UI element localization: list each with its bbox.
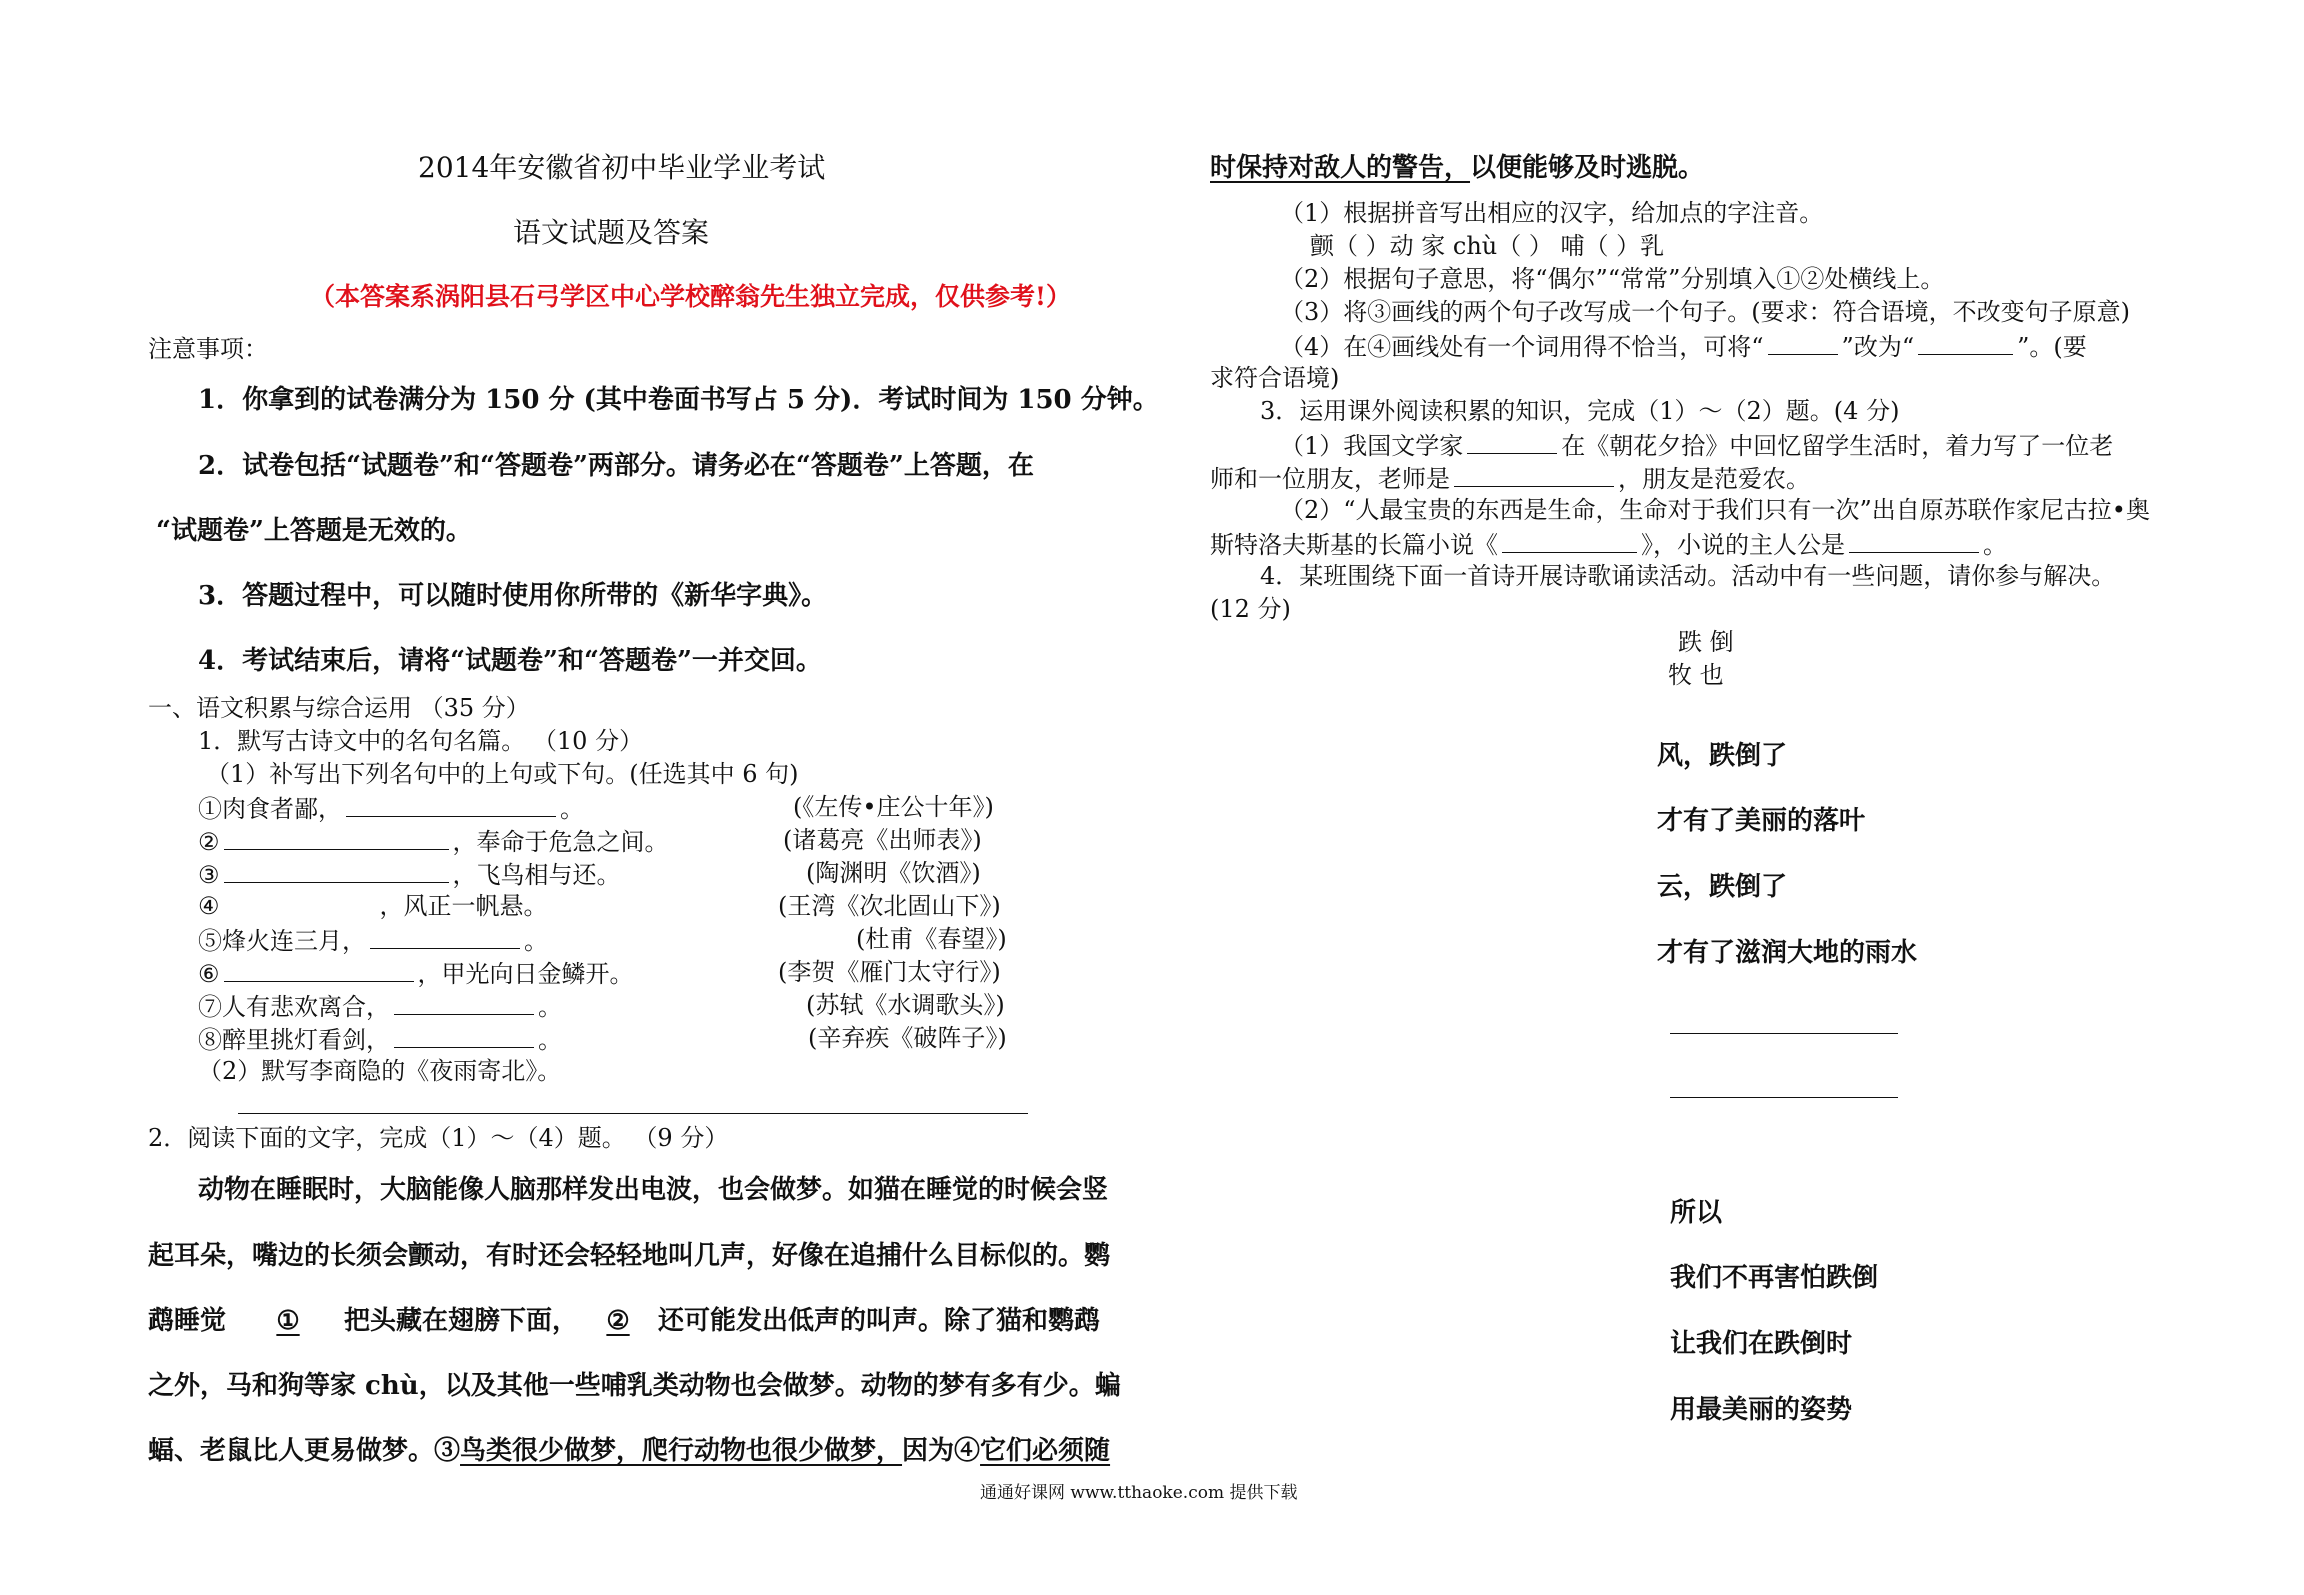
verse-text: ，甲光向日金鳞开。 [417,960,634,988]
question-text: （4）在④画线处有一个词用得不恰当，可将“ [1280,333,1764,361]
poem-line: 我们不再害怕跌倒 [1670,1263,1879,1293]
question-text: ”改为“ [1841,333,1915,361]
verse-row-1 [198,792,584,824]
question-4: 4．某班围绕下面一首诗开展诗歌诵读活动。活动中有一些问题，请你参与解决。 [1260,562,2116,590]
verse-source: (辛弃疾《破阵子》) [808,1024,1007,1052]
passage-text: 以便能够及时逃脱。 [1470,153,1705,183]
verse-blank [224,957,414,982]
question-text: 斯特洛夫斯基的长篇小说《 [1210,531,1498,559]
question-3-2-cont [1210,528,2007,560]
page-footer: 通通好课网 www.tthaoke.com 提供下载 [980,1483,1298,1503]
question-1-2: （2）默写李商隐的《夜雨寄北》。 [198,1057,562,1085]
notice-item-3: 3．答题过程中，可以随时使用你所带的《新华字典》。 [198,581,828,611]
verse-source: (诸葛亮《出师表》) [783,826,982,854]
answer-blank [1454,462,1614,487]
verse-text: 。 [538,1026,562,1054]
verse-row-6 [198,957,634,989]
verse-blank [224,858,449,883]
question-3-1 [1280,429,2113,461]
poem-line: 云，跌倒了 [1657,872,1788,902]
question-2: 2．阅读下面的文字，完成（1）～（4）题。 （9 分） [148,1124,729,1152]
passage-underlined-3: 鸟类很少做梦，爬行动物也很少做梦， [460,1436,903,1466]
passage-continuation [1210,150,1704,186]
verse-text: ，奉命于危急之间。 [452,828,669,856]
verse-source: (王湾《次北固山下》) [778,892,1001,920]
passage-line-1: 动物在睡眠时，大脑能像人脑那样发出电波，也会做梦。如猫在睡觉的时候会竖 [198,1175,1109,1205]
poem-author: 牧 也 [1668,661,1724,689]
verse-source: (陶渊明《饮酒》) [806,859,981,887]
passage-line-3 [148,1303,1100,1339]
passage-line-4: 之外，马和狗等家 chù，以及其他一些哺乳类动物也会做梦。动物的梦有多有少。蝙 [148,1371,1121,1401]
question-3: 3．运用课外阅读积累的知识，完成（1）～（2）题。(4 分) [1260,397,1900,425]
verse-text: ，风正一帆悬。 [379,892,548,920]
question-1: 1．默写古诗文中的名句名篇。 （10 分） [198,727,644,755]
notice-item-1: 1．你拿到的试卷满分为 150 分 (其中卷面书写占 5 分)．考试时间为 150 分钟。 [198,385,1159,415]
sub-question-4 [1280,330,2087,362]
verse-text: ⑥ [198,960,220,988]
answer-blank [1768,330,1838,355]
notice-item-2-cont: “试题卷”上答题是无效的。 [156,516,472,546]
poem-line: 让我们在跌倒时 [1670,1329,1853,1359]
answer-line [238,1113,1028,1114]
verse-text: ⑧醉里挑灯看剑， [198,1026,390,1054]
verse-blank [370,924,520,949]
verse-row-7 [198,990,562,1022]
verse-text: ①肉食者鄙， [198,795,342,823]
sub-question-4-cont: 求符合语境) [1210,364,1340,392]
exam-subtitle: 语文试题及答案 [513,216,710,249]
question-text: （1）我国文学家 [1280,432,1464,460]
passage-text: 蝠、老鼠比人更易做梦。③ [148,1436,461,1466]
notice-item-2: 2．试卷包括“试题卷”和“答题卷”两部分。请务必在“答题卷”上答题，在 [198,451,1034,481]
verse-source: (《左传•庄公十年》) [793,793,994,821]
verse-source: (杜甫《春望》) [856,925,1007,953]
sub-question-1-items: 颤（ ）动 家 chù（ ） 哺（ ）乳 [1310,232,1665,260]
question-3-2: （2）“人最宝贵的东西是生命，生命对于我们只有一次”出自原苏联作家尼古拉•奥 [1280,496,2150,524]
question-text: 在《朝花夕拾》中回忆留学生活时，着力写了一位老 [1561,432,2114,460]
question-1-1: （1）补写出下列名句中的上句或下句。(任选其中 6 句) [206,760,799,788]
verse-text: ④ [198,892,220,920]
poem-blank-line-2 [1670,1097,1898,1098]
verse-text: ③ [198,861,220,889]
poem-blank-line-1 [1670,1033,1898,1034]
passage-text: 把头藏在翅膀下面， [344,1306,579,1336]
verse-text: ，飞鸟相与还。 [452,861,621,889]
verse-blank [346,792,556,817]
poem-line: 才有了美丽的落叶 [1657,806,1866,836]
question-text: ”。(要 [2017,333,2087,361]
poem-line: 所以 [1670,1198,1723,1228]
sub-question-3: （3）将③画线的两个句子改写成一个句子。(要求：符合语境，不改变句子原意) [1280,298,2130,326]
verse-row-2 [198,825,669,857]
passage-text: 因为④ [902,1436,981,1466]
answer-blank [1467,429,1557,454]
verse-text: 。 [560,795,584,823]
verse-text: 。 [538,993,562,1021]
notice-item-4: 4．考试结束后，请将“试题卷”和“答题卷”一并交回。 [198,646,822,676]
section1-heading: 一、语文积累与综合运用 （35 分） [148,694,530,722]
verse-blank [394,1023,534,1048]
poem-title: 跌 倒 [1678,628,1734,656]
poem-line: 风，跌倒了 [1657,741,1788,771]
verse-row-4 [198,891,548,921]
verse-source: (苏轼《水调歌头》) [806,991,1005,1019]
passage-text: 还可能发出低声的叫声。除了猫和鹦鹉 [658,1306,1101,1336]
passage-underlined-4: 它们必须随 [980,1436,1111,1466]
exam-title: 2014年安徽省初中毕业学业考试 [418,151,826,184]
answer-blank [1502,528,1637,553]
verse-text: 。 [524,927,548,955]
passage-underlined-4-cont: 时保持对敌人的警告， [1210,153,1471,183]
passage-line-2: 起耳朵，嘴边的长须会颤动，有时还会轻轻地叫几声，好像在追捕什么目标似的。鹦 [148,1241,1111,1271]
verse-blank [224,825,449,850]
verse-blank [394,990,534,1015]
verse-row-8 [198,1023,562,1055]
question-4-cont: (12 分) [1210,595,1291,623]
answer-note: （本答案系涡阳县石弓学区中心学校醉翁先生独立完成，仅供参考!） [310,282,1071,311]
answer-blank [1918,330,2013,355]
poem-line: 用最美丽的姿势 [1670,1395,1853,1425]
verse-text: ⑤烽火连三月， [198,927,366,955]
verse-text: ⑦人有悲欢离合， [198,993,390,1021]
verse-text: ② [198,828,220,856]
question-text: 师和一位朋友，老师是 [1210,465,1450,493]
question-3-1-cont [1210,462,1810,494]
question-text: 》，小说的主人公是 [1641,531,1845,559]
question-text: 。 [1983,531,2007,559]
passage-line-5 [148,1433,1110,1469]
sub-question-1: （1）根据拼音写出相应的汉字，给加点的字注音。 [1280,199,1824,227]
passage-blank-1: ① [276,1306,300,1336]
passage-text: 鹉睡觉 [148,1306,227,1336]
poem-line: 才有了滋润大地的雨水 [1657,938,1918,968]
verse-row-3 [198,858,621,890]
question-text: ，朋友是范爱农。 [1618,465,1810,493]
passage-blank-2: ② [606,1306,630,1336]
verse-source: (李贺《雁门太守行》) [778,958,1001,986]
sub-question-2: （2）根据句子意思，将“偶尔”“常常”分别填入①②处横线上。 [1280,265,1945,293]
verse-row-5 [198,924,548,956]
notice-heading: 注意事项： [148,335,268,363]
answer-blank [1849,528,1979,553]
